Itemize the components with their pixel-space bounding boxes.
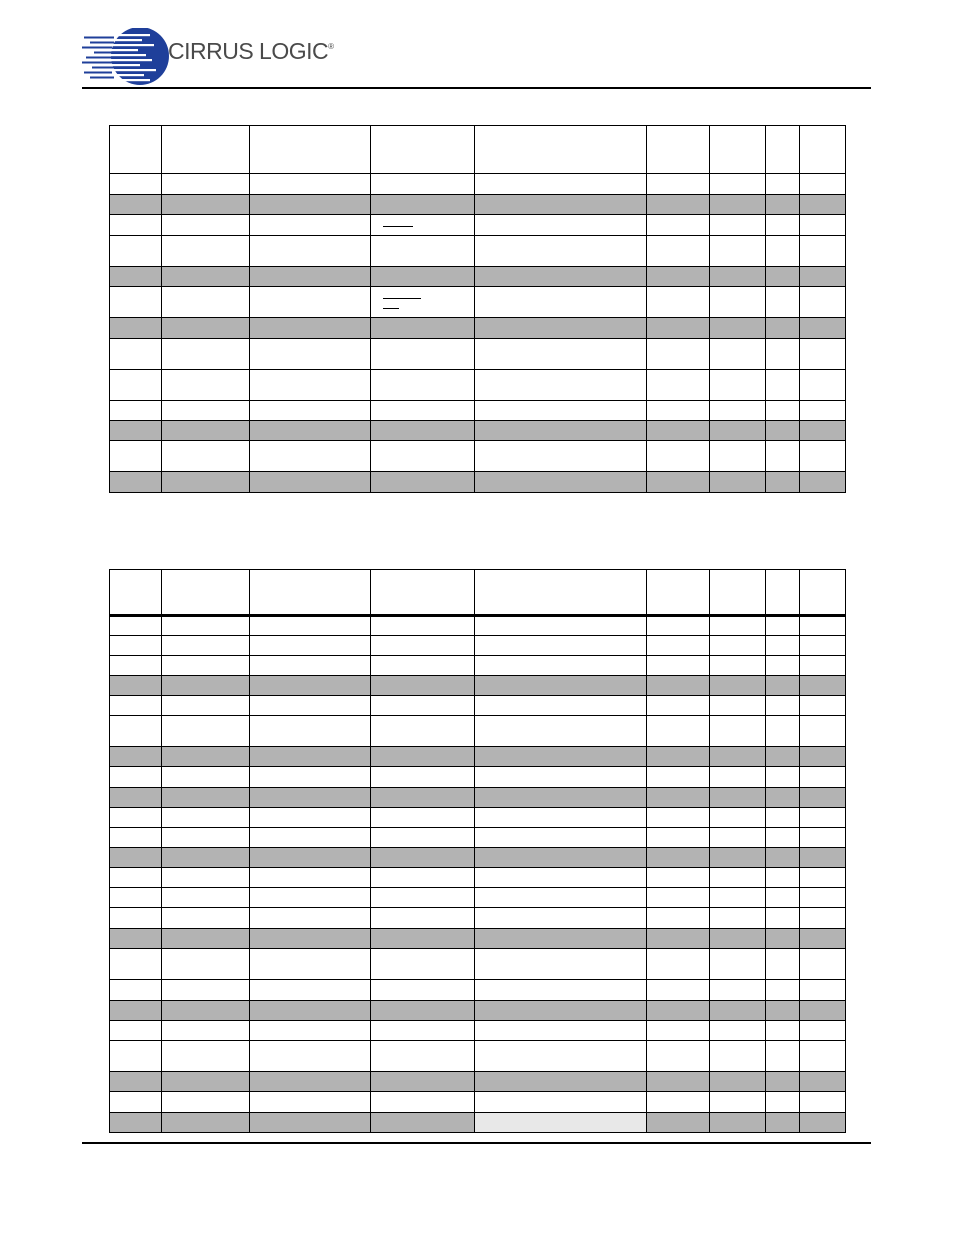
table-row — [110, 287, 846, 318]
table-row — [110, 676, 846, 696]
table-row — [110, 1092, 846, 1113]
table-row — [110, 195, 846, 215]
table-row — [110, 236, 846, 267]
table-row — [110, 868, 846, 888]
table-row — [110, 888, 846, 908]
table-row — [110, 1001, 846, 1021]
table-2 — [109, 569, 846, 1133]
overbar-mark — [383, 226, 413, 227]
table-row — [110, 656, 846, 676]
table-row — [110, 441, 846, 472]
table-row — [110, 716, 846, 747]
header-rule — [82, 87, 871, 89]
table-row — [110, 848, 846, 868]
table-row — [110, 267, 846, 287]
table-row — [110, 339, 846, 370]
table-row — [110, 949, 846, 980]
table-row — [110, 174, 846, 195]
table-row — [110, 472, 846, 493]
table-row — [110, 1041, 846, 1072]
table-row — [110, 1021, 846, 1041]
table-row — [110, 908, 846, 929]
table-1 — [109, 125, 846, 493]
table-row — [110, 929, 846, 949]
table-row — [110, 1113, 846, 1133]
table-row — [110, 636, 846, 656]
table-row — [110, 616, 846, 636]
table-row — [110, 788, 846, 808]
footer-rule — [82, 1142, 871, 1144]
overbar-mark — [383, 308, 399, 309]
light-cell — [475, 1113, 647, 1133]
table-row — [110, 808, 846, 828]
table-row — [110, 828, 846, 848]
table-row — [110, 421, 846, 441]
table-row — [110, 696, 846, 716]
table-row — [110, 1072, 846, 1092]
table-row — [110, 215, 846, 236]
table-row — [110, 370, 846, 401]
table-2-header-row — [110, 570, 846, 616]
company-name: CIRRUS LOGIC® — [168, 38, 334, 64]
overbar-mark — [383, 298, 421, 299]
table-row — [110, 747, 846, 767]
table-row — [110, 767, 846, 788]
table-1-header-row — [110, 126, 846, 174]
table-row — [110, 318, 846, 339]
table-row — [110, 980, 846, 1001]
table-row — [110, 401, 846, 421]
